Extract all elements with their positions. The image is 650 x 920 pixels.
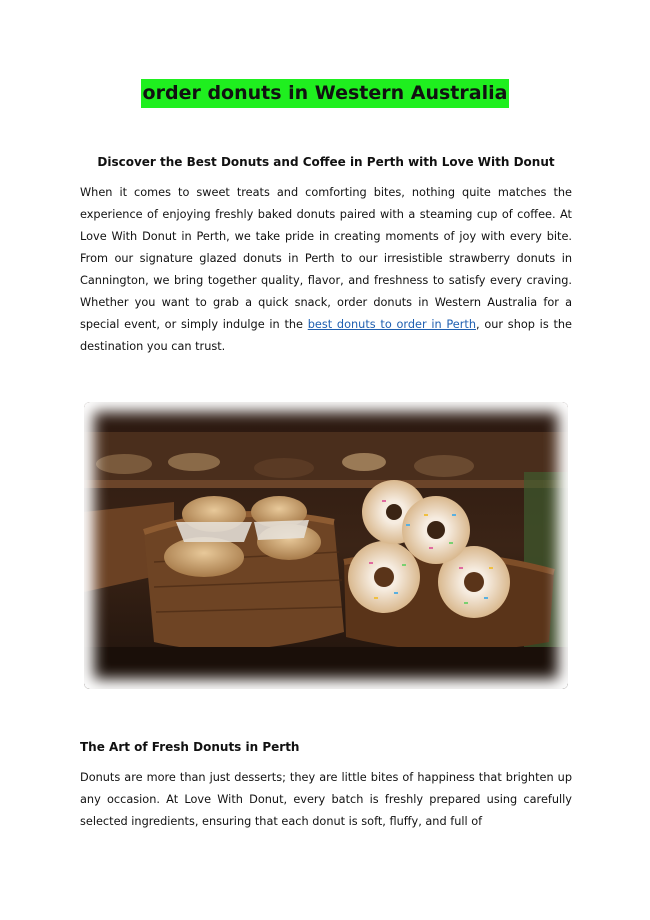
page-title: order donuts in Western Australia [141,79,510,108]
subtitle: Discover the Best Donuts and Coffee in Perth with Love With Donut [97,155,555,169]
title-container [0,79,650,108]
intro-text-before-link: When it comes to sweet treats and comforting bites, nothing quite matches the experience of enjoying freshly baked donuts paired with a steaming cup of coffee. At Love With Donut in Perth, we take pride in creating moments of joy with every bite. From our signature glazed donuts in Perth to our irresistible strawberry donuts in Cannington, we bring together quality, flavor, and freshness to satisfy every craving. Whether you want to grab a quick snack, order donuts in Western Australia for a special event, or simply indulge in the [80,186,572,331]
intro-paragraph [80,182,572,358]
section-paragraph: Donuts are more than just desserts; they are little bites of happiness that brighten up any occasion. At Love With Donut, every batch is freshly prepared using carefully selected ingredients, ensuring that each donut is soft, fluffy, and full of [80,771,572,828]
photo-illustration [84,402,568,689]
best-donuts-link[interactable]: best donuts to order in Perth [307,318,476,331]
intro-text-after-link: , our shop is the destination you can trust. [80,318,572,353]
section-heading: The Art of Fresh Donuts in Perth [80,740,300,754]
donut-display-photo [84,402,568,689]
